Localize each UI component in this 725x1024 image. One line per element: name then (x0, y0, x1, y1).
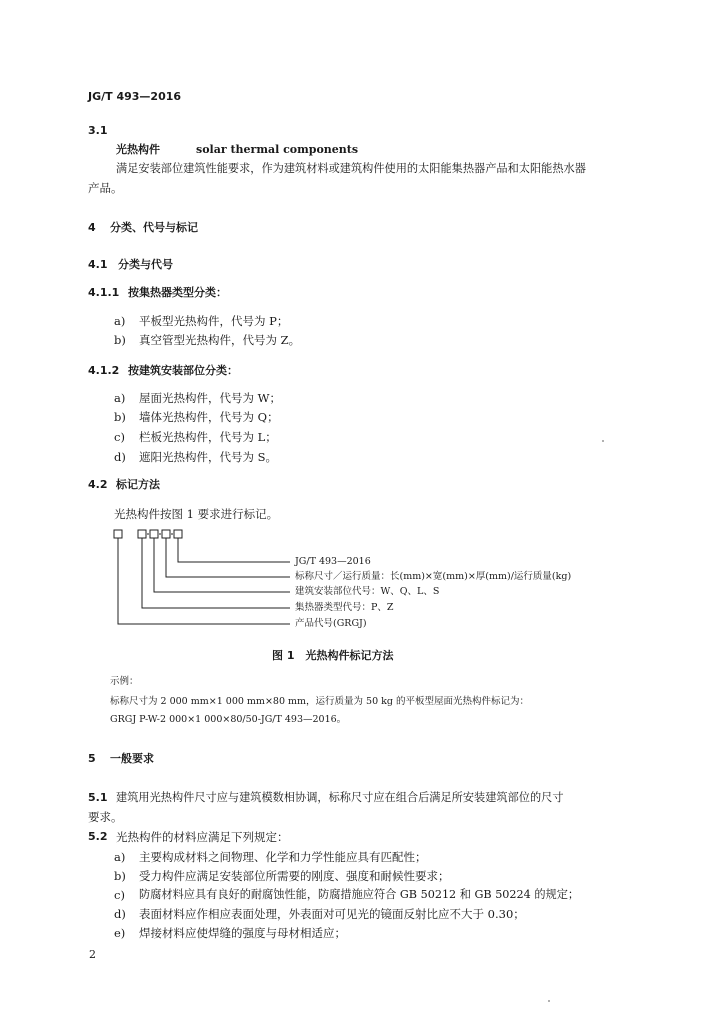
list-marker: c) (114, 430, 125, 444)
list-item: 真空管型光热构件，代号为 Z。 (139, 333, 301, 347)
figure-label-location-code: 建筑安装部位代号：W、Q、L、S (295, 586, 440, 597)
section-number-5: 5 (88, 752, 96, 765)
list-marker: b) (114, 333, 126, 347)
code-box-collector (138, 530, 146, 538)
figure-label-size-mass: 标称尺寸／运行质量：长(mm)×宽(mm)×厚(mm)/运行质量(kg) (295, 571, 572, 582)
page-number: 2 (89, 948, 96, 961)
example-line-1: 标称尺寸为 2 000 mm×1 000 mm×80 mm，运行质量为 50 kg 的平板型屋面光热构件标记为： (110, 696, 530, 707)
list-item: 墙体光热构件，代号为 Q； (139, 410, 279, 424)
term-chinese: 光热构件 (116, 143, 160, 156)
clause-title-4-2: 标记方法 (116, 478, 160, 491)
clause-5-2-title: 光热构件的材料应满足下列规定： (116, 830, 289, 844)
definition-line-1: 满足安装部位建筑性能要求，作为建筑材料或建筑构件使用的太阳能集热器产品和太阳能热水器 (116, 162, 586, 175)
clause-number-5-2: 5.2 (88, 830, 108, 843)
clause-number-4-1: 4.1 (88, 258, 108, 271)
clause-title-4-1-1: 按集热器类型分类： (128, 286, 227, 299)
code-box-product (114, 530, 122, 538)
clause-number-4-2: 4.2 (88, 478, 108, 491)
code-box-location (150, 530, 158, 538)
clause-5-1-line-1: 建筑用光热构件尺寸应与建筑模数相协调，标称尺寸应在组合后满足所安装建筑部位的尺寸 (116, 791, 564, 804)
clause-number-4-1-2: 4.1.2 (88, 364, 120, 377)
list-item: 防腐材料应具有良好的耐腐蚀性能，防腐措施应符合 GB 50212 和 GB 50224 的规定； (139, 888, 580, 901)
list-marker: e) (114, 926, 126, 940)
standard-code-header: JG/T 493—2016 (88, 90, 182, 103)
list-item: 平板型光热构件，代号为 P； (139, 314, 289, 328)
scan-speck (548, 1000, 550, 1002)
list-item: 遮阳光热构件，代号为 S。 (139, 450, 278, 464)
list-marker: d) (114, 907, 126, 921)
list-item: 焊接材料应使焊缝的强度与母材相适应； (139, 926, 346, 940)
clause-5-1-line-2: 要求。 (88, 810, 123, 824)
list-marker: b) (114, 410, 126, 424)
marking-diagram (110, 528, 310, 632)
list-marker: c) (114, 888, 125, 902)
section-title-4: 分类、代号与标记 (110, 221, 198, 234)
term-english: solar thermal components (196, 143, 359, 156)
scan-speck (602, 440, 604, 442)
definition-line-2: 产品。 (88, 181, 123, 195)
list-marker: a) (114, 391, 126, 405)
list-marker: b) (114, 869, 126, 883)
list-item: 表面材料应作相应表面处理，外表面对可见光的镜面反射比应不大于 0.30； (139, 907, 525, 921)
list-marker: d) (114, 450, 126, 464)
marking-diagram-lines (110, 528, 310, 632)
list-item: 栏板光热构件，代号为 L； (139, 430, 277, 444)
section-title-5: 一般要求 (110, 752, 154, 765)
list-marker: a) (114, 850, 126, 864)
clause-number-4-1-1: 4.1.1 (88, 286, 120, 299)
list-item: 屋面光热构件，代号为 W； (139, 391, 281, 405)
code-box-size (162, 530, 170, 538)
list-item: 受力构件应满足安装部位所需要的刚度、强度和耐候性要求； (139, 869, 450, 883)
example-line-2: GRGJ P-W-2 000×1 000×80/50-JG/T 493—2016。 (110, 714, 347, 725)
code-box-standard (174, 530, 182, 538)
clause-number-3-1: 3.1 (88, 124, 108, 137)
clause-number-5-1: 5.1 (88, 791, 108, 804)
figure-label-collector-code: 集热器类型代号：P、Z (295, 602, 394, 613)
list-item: 主要构成材料之间物理、化学和力学性能应具有匹配性； (139, 850, 427, 864)
figure-label-product-code: 产品代号(GRGJ) (295, 618, 367, 629)
section-number-4: 4 (88, 221, 96, 234)
marking-intro: 光热构件按图 1 要求进行标记。 (114, 507, 279, 521)
figure-label-standard: JG/T 493—2016 (295, 556, 371, 567)
figure-caption: 图 1 光热构件标记方法 (272, 649, 394, 662)
clause-title-4-1-2: 按建筑安装部位分类： (128, 364, 238, 377)
list-marker: a) (114, 314, 126, 328)
example-label: 示例： (110, 676, 139, 687)
clause-title-4-1: 分类与代号 (118, 258, 173, 271)
